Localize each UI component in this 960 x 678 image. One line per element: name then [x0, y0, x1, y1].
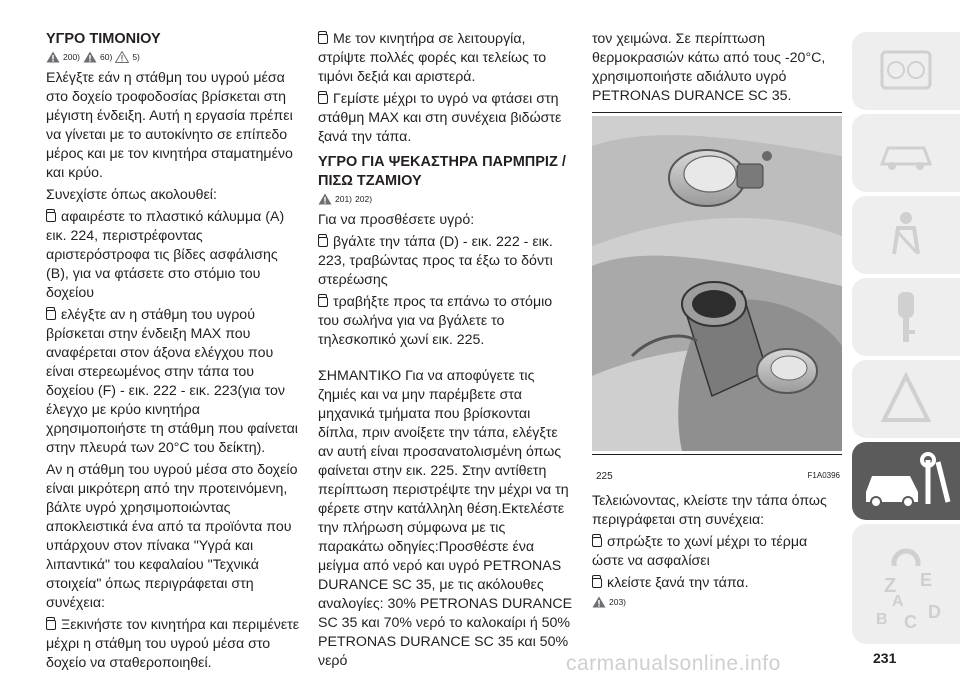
warning-ref: 200): [63, 52, 81, 62]
bullet-item: κλείστε ξανά την τάπα.: [592, 574, 842, 593]
warning-ref: 201): [335, 194, 353, 204]
tab-emergency[interactable]: [852, 360, 960, 438]
figure-bottom-rule: [592, 454, 842, 455]
bullet-item: ελέγξτε αν η στάθμη του υγρού βρίσκεται στην ένδειξη MAX που αναφέρεται στον άξονα ελέγχου που είναι στερεωμένος στην τάπα του δοχείου (F) - εικ. 222 - εικ. 223(για τον έλεγχο με κρύο κινητήρα χρησιμοποιήστε τη στάθμη που φαίνεται στην πλευρά των 20°C του δείκτη).: [46, 307, 298, 456]
column-1: [46, 30, 302, 676]
warning-ref: 202): [355, 194, 373, 204]
bullet-box-icon: [592, 537, 602, 547]
tab-safety[interactable]: [852, 196, 960, 274]
page-number: 231: [873, 650, 897, 666]
watermark: carmanualsonline.info: [566, 652, 781, 675]
section-heading-washer-fluid: ΥΓΡΟ ΓΙΑ ΨΕΚΑΣΤΗΡΑ ΠΑΡΜΠΡΙΖ / ΠΙΣΩ ΤΖΑΜΙΟΥ: [318, 154, 566, 189]
warning-ref: 203): [609, 597, 627, 607]
warning-triangle-icon: [318, 193, 332, 205]
column-2: [318, 30, 574, 674]
tab-letter: E: [920, 570, 933, 590]
alphabet-index-icon: [852, 566, 960, 644]
tab-letter: C: [904, 612, 917, 632]
tab-index[interactable]: [852, 566, 960, 644]
warning-refs: [592, 596, 842, 608]
info-triangle-icon: [115, 51, 129, 63]
bullet-box-icon: [46, 310, 56, 320]
figure-number: 225: [596, 471, 613, 482]
paragraph: Συνεχίστε όπως ακολουθεί:: [46, 187, 217, 203]
paragraph: Αν η στάθμη του υγρού μέσα στο δοχείο είναι μικρότερη από την προτεινόμενη, βάλτε υγρό χρησιμοποιώντας αποκλειστικά ένα από τα προϊόντα που υπάρχουν στον πίνακα "Υγρά και λιπαντικά" του κεφαλαίου "Τεχνικά στοιχεία" όπως περιγράφεται στη συνέχεια:: [46, 462, 298, 611]
warning-triangle-icon: [46, 51, 60, 63]
tab-knowing-car[interactable]: [852, 114, 960, 192]
figure-code: F1A0396: [807, 471, 840, 480]
bullet-item: Ξεκινήστε τον κινητήρα και περιμένετε μέχρι η στάθμη του υγρού μέσα στο δοχείο να σταθεροποιηθεί.: [46, 617, 300, 671]
tab-letter: D: [928, 602, 941, 622]
bullet-box-icon: [318, 297, 328, 307]
paragraph: Τελειώνοντας, κλείστε την τάπα όπως περιγράφεται στη συνέχεια:: [592, 493, 827, 528]
figure-225: [592, 110, 842, 482]
tab-starting-driving[interactable]: [852, 278, 960, 356]
section-heading-steering-fluid: ΥΓΡΟ ΤΙΜΟΝΙΟΥ: [46, 31, 161, 47]
chapter-tabs: [852, 0, 960, 678]
paragraph-important: ΣΗΜΑΝΤΙΚΟ Για να αποφύγετε τις ζημιές και να μην παρέμβετε στα μηχανικά τμήματα που βρίσκονται δίπλα, πριν ανοίξετε την τάπα, ελέγξτε αν αυτή είναι προσανατολισμένη όπως φαίνεται στην εικ. 225. Στην αντίθετη περίπτωση περιστρέψτε την μέχρι να τη φέρετε στην κατάλληλη θέση.Εκτελέστε την πλήρωση σύμφωνα με τις παρακάτω οδηγίες:Προσθέστε ένα μείγμα από νερό και υγρό PETRONAS DURANCE SC 35, με τις ακόλουθες αναλογίες: 30% PETRONAS DURANCE SC 35 και 70% νερό το καλοκαίρι ή 50% PETRONAS DURANCE SC 35 και 50% νερό: [318, 368, 573, 669]
car-info-icon: [852, 114, 960, 192]
tab-letter: A: [892, 593, 904, 610]
key-icon: [852, 278, 960, 356]
bullet-box-icon: [592, 578, 602, 588]
paragraph: Ελέγξτε εάν η στάθμη του υγρού μέσα στο δοχείο τροφοδοσίας βρίσκεται στη μέγιστη ένδειξη. Αυτή η εργασία πρέπει να γίνεται με το αυτοκίνητο σε επίπεδο μέρος και με τον κινητήρα σταματημένο και κρύο.: [46, 70, 293, 181]
tab-dashboard[interactable]: [852, 32, 960, 110]
bullet-box-icon: [46, 212, 56, 222]
bullet-item: αφαιρέστε το πλαστικό κάλυμμα (A) εικ. 224, περιστρέφοντας αριστερόστροφα τις βίδες ασφάλισης (B), για να φτάσετε στο στόμιο του δοχείου: [46, 209, 285, 301]
warning-refs: [318, 193, 574, 205]
bullet-item: σπρώξτε το χωνί μέχρι το τέρμα ώστε να ασφαλίσει: [592, 534, 808, 569]
tab-letter: Z: [884, 575, 897, 597]
dashboard-gauge-icon: [852, 32, 960, 110]
car-wrench-icon: [852, 442, 960, 520]
bullet-item: βγάλτε την τάπα (D) - εικ. 222 - εικ. 223, τραβώντας προς τα έξω το δόντι στερέωσης: [318, 234, 553, 288]
bullet-item: τραβήξτε προς τα επάνω το στόμιο του σωλήνα για να βγάλετε το τηλεσκοπικό χωνί εικ. 225.: [318, 294, 553, 348]
warning-refs: [46, 51, 302, 63]
bullet-box-icon: [46, 620, 56, 630]
warning-road-icon: [852, 360, 960, 438]
bullet-item: Με τον κινητήρα σε λειτουργία, στρίψτε πολλές φορές και τελείως το τιμόνι δεξιά και αριστερά.: [318, 31, 547, 85]
paragraph: Για να προσθέσετε υγρό:: [318, 212, 475, 228]
seatbelt-icon: [852, 196, 960, 274]
column-3: [592, 30, 842, 614]
paragraph: τον χειμώνα. Σε περίπτωση θερμοκρασιών κάτω από τους -20°C, χρησιμοποιήστε αδιάλυτο υγρό PETRONAS DURANCE SC 35.: [592, 31, 826, 104]
warning-triangle-icon: [592, 596, 606, 608]
bullet-box-icon: [318, 237, 328, 247]
tab-servicing-maintenance[interactable]: [852, 442, 960, 520]
bullet-box-icon: [318, 34, 328, 44]
bullet-item: Γεμίστε μέχρι το υγρό να φτάσει στη στάθμη MAX και στη συνέχεια βιδώστε ξανά την τάπα.: [318, 91, 562, 145]
warning-ref: 60): [100, 52, 113, 62]
warning-ref: 5): [132, 52, 140, 62]
bullet-box-icon: [318, 94, 328, 104]
warning-triangle-icon: [83, 51, 97, 63]
tab-letter: B: [876, 611, 888, 628]
figure-top-rule: [592, 112, 842, 113]
washer-reservoir-illustration: [592, 116, 842, 461]
